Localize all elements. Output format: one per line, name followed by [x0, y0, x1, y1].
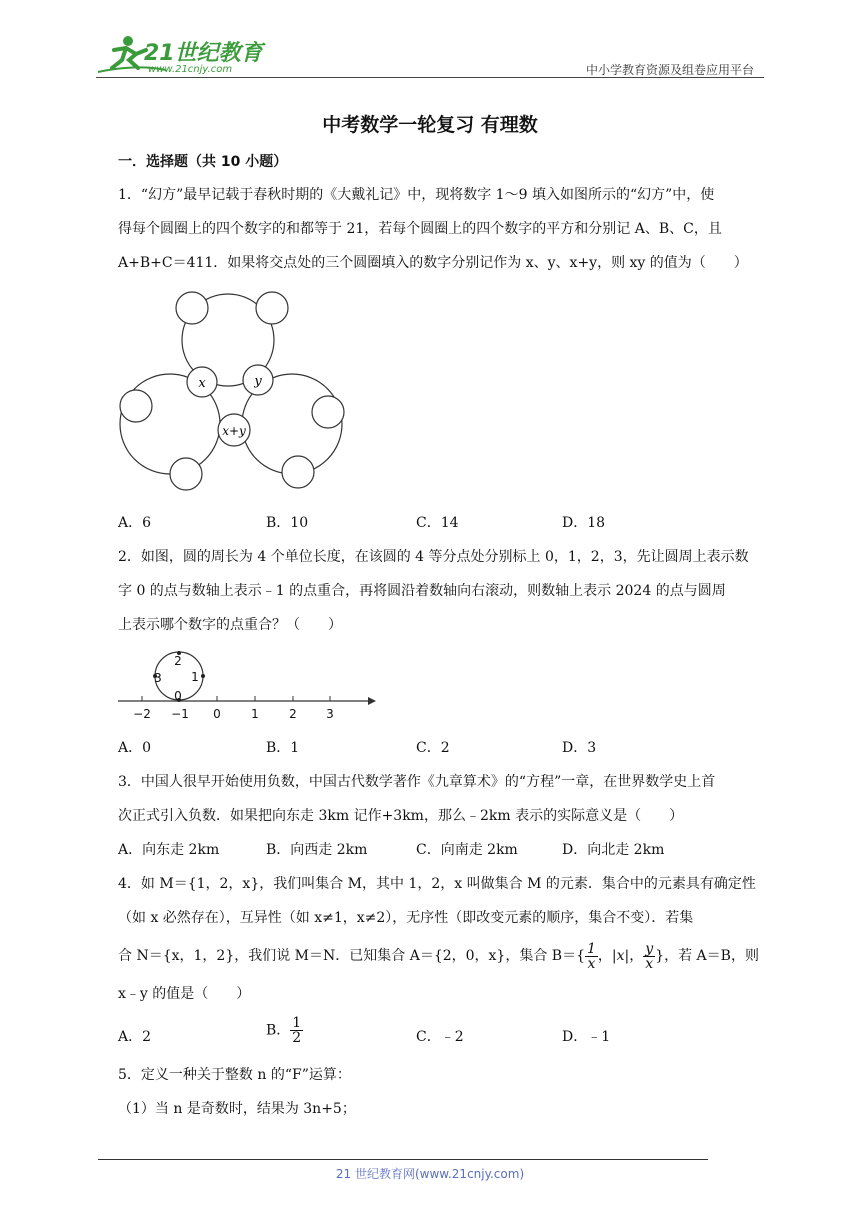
question-text-line: 合 N＝{x，1，2}，我们说 M＝N．已知集合 A＝{2，0，x}，集合 B＝{ $\frac{1}{x}$ ，|x|， $\frac{y}{x}$ }，若 A＝B，则 [118, 940, 759, 972]
option-d[interactable]: D．3 [562, 740, 597, 756]
tick-label: −1 [171, 707, 189, 721]
option-a[interactable]: A．向东走 2km [118, 842, 220, 858]
question-text-line: 次正式引入负数．如果把向东走 3km 记作+3km，那么﹣2km 表示的实际意义是（ ） [118, 808, 684, 824]
option-d[interactable]: D．﹣1 [562, 1029, 611, 1045]
question-2 [118, 540, 764, 642]
question-text-line: （1）当 n 是奇数时，结果为 3n+5； [118, 1101, 356, 1117]
question-text-line: A+B+C＝411．如果将交点处的三个圆圈填入的数字分别记作为 x、y、x+y，则 xy 的值为（ ） [118, 255, 748, 271]
platform-label: 中小学教育资源及组卷应用平台 [585, 63, 754, 77]
option-a[interactable]: A．2 [118, 1029, 152, 1045]
question-text-line: 上表示哪个数字的点重合？（ ） [118, 617, 342, 633]
option-b-fraction: $\frac{1}{2}$ [292, 1015, 302, 1046]
question-number: 2． [118, 549, 141, 565]
question-5 [118, 1058, 764, 1126]
question-text-line: x﹣y 的值是（ ） [118, 986, 251, 1002]
question-text-line: 1．“幻方”最早记载于春秋时期的《大戴礼记》中，现将数字 1～9 填入如图所示的“幻方”中，使 [118, 187, 715, 203]
question-text-line: （如 x 必然存在），互异性（如 x≠1，x≠2），无序性（即改变元素的顺序，集合不变）．若集 [118, 910, 694, 926]
question-text-line: 3．中国人很早开始使用负数，中国古代数学著作《九章算术》的“方程”一章，在世界数学史上首 [118, 774, 716, 790]
figure-label-xy: x+y [222, 424, 246, 438]
question-number: 1． [118, 187, 141, 203]
figure-label-y: y [254, 374, 262, 389]
question-number: 4． [118, 876, 141, 892]
option-d[interactable]: D．向北走 2km [562, 842, 665, 858]
question-text-line: 得每个圆圈上的四个数字的和都等于 21，若每个圆圈上的四个数字的平方和分别记 A、B、C，且 [118, 221, 722, 237]
set-b-fraction-2: $\frac{y}{x}$ [645, 940, 654, 972]
option-b[interactable]: B．1 [266, 740, 300, 756]
option-c[interactable]: C．向南走 2km [416, 842, 518, 858]
option-a[interactable]: A．6 [118, 515, 152, 531]
question-number: 3． [118, 774, 141, 790]
logo-text: 21世纪教育 [144, 41, 263, 66]
set-b-abs: |x| [611, 948, 630, 964]
question-text-line: 2．如图，圆的周长为 4 个单位长度，在该圆的 4 等分点处分别标上 0，1，2，3，先让圆周上表示数 [118, 549, 749, 565]
question-1 [118, 178, 764, 280]
circle-label-3: 3 [154, 671, 162, 685]
option-c[interactable]: C．﹣2 [416, 1029, 464, 1045]
magic-circles-figure [110, 282, 360, 502]
figure-label-x: x [198, 376, 206, 391]
footer-divider [98, 1159, 708, 1160]
tick-label: 2 [289, 707, 297, 721]
option-b[interactable]: B． $\frac{1}{2}$ [266, 1015, 302, 1046]
option-d[interactable]: D．18 [562, 515, 606, 531]
circle-label-0: 0 [174, 689, 182, 703]
option-a[interactable]: A．0 [118, 740, 152, 756]
question-text-line: 字 0 的点与数轴上表示﹣1 的点重合，再将圆沿着数轴向右滚动，则数轴上表示 2024 的点与圆周 [118, 583, 726, 599]
circle-label-2: 2 [174, 654, 182, 668]
tick-label: −2 [133, 707, 151, 721]
option-c[interactable]: C．14 [416, 515, 459, 531]
question-text-line: 4．如 M＝{1，2，x}，我们叫集合 M，其中 1，2，x 叫做集合 M 的元素．集合中的元素具有确定性 [118, 876, 756, 892]
section-heading: 一．选择题（共 10 小题） [118, 154, 288, 170]
tick-label: 0 [213, 707, 221, 721]
tick-label: 1 [251, 707, 259, 721]
page-title: 中考数学一轮复习 有理数 [322, 114, 538, 136]
logo-url: www.21cnjy.com [148, 64, 233, 75]
question-3 [118, 765, 764, 833]
question-text-line: 5．定义一种关于整数 n 的“F”运算： [118, 1067, 351, 1083]
option-b[interactable]: B．向西走 2km [266, 842, 368, 858]
tick-label: 3 [326, 707, 334, 721]
question-number: 5． [118, 1067, 141, 1083]
option-b[interactable]: B．10 [266, 515, 309, 531]
question-4 [118, 867, 764, 1011]
circle-label-1: 1 [191, 670, 199, 684]
option-c[interactable]: C．2 [416, 740, 450, 756]
footer-link[interactable]: 21 世纪教育网(www.21cnjy.com) [335, 1167, 525, 1181]
logo [96, 34, 266, 78]
number-line-figure [118, 644, 378, 724]
header-divider [96, 77, 764, 78]
set-b-fraction-1: $\frac{1}{x}$ [587, 940, 596, 972]
